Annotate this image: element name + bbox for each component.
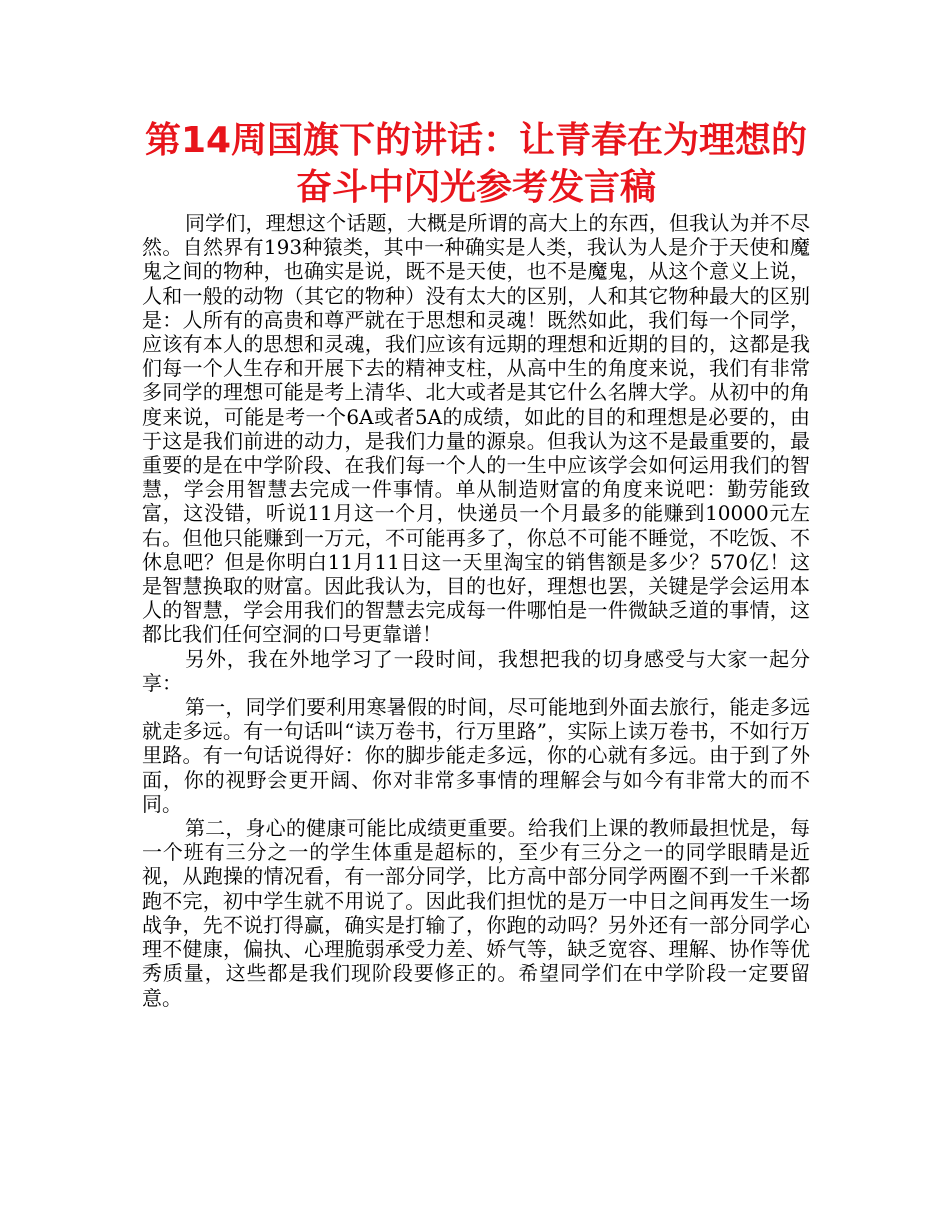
document-page [142,117,810,1010]
paragraph-ideals: 同学们，理想这个话题，大概是所谓的高大上的东西，但我认为并不尽然。自然界有193种猿类，其中一种确实是人类，我认为人是介于天使和魔鬼之间的物种，也确实是说，既不是天使，也不是魔鬼，从这个意义上说，人和一般的动物（其它的物种）没有太大的区别，人和其它物种最大的区别是：人所有的高贵和尊严就在于思想和灵魂！既然如此，我们每一个同学，应该有本人的思想和灵魂，我们应该有远期的理想和近期的目的，这都是我们每一个人生存和开展下去的精神支柱，从高中生的角度来说，我们有非常多同学的理想可能是考上清华、北大或者是其它什么名牌大学。从初中的角度来说，可能是考一个6A或者5A的成绩，如此的目的和理想是必要的，由于这是我们前进的动力，是我们力量的源泉。但我认为这不是最重要的，最重要的是在中学阶段、在我们每一个人的一生中应该学会如何运用我们的智慧，学会用智慧去完成一件事情。单从制造财富的角度来说吧：勤劳能致富，这没错，听说11月这一个月，快递员一个月最多的能赚到10000元左右。但他只能赚到一万元，不可能再多了，你总不可能不睡觉，不吃饭、不休息吧？但是你明白11月11日这一天里淘宝的销售额是多少？570亿！这是智慧换取的财富。因此我认为，目的也好，理想也罢，关键是学会运用本人的智慧，学会用我们的智慧去完成每一件哪怕是一件微缺乏道的事情，这都比我们任何空洞的口号更靠谱！ [142,211,810,647]
paragraph-sharing-intro: 另外，我在外地学习了一段时间，我想把我的切身感受与大家一起分享： [142,646,810,695]
paragraph-second-health: 第二，身心的健康可能比成绩更重要。给我们上课的教师最担忧是，每一个班有三分之一的学生体重是超标的，至少有三分之一的同学眼睛是近视，从跑操的情况看，有一部分同学，比方高中部分同学两圈不到一千米都跑不完，初中学生就不用说了。因此我们担忧的是万一中日之间再发生一场战争，先不说打得赢，确实是打输了，你跑的动吗？另外还有一部分同学心理不健康，偏执、心理脆弱承受力差、娇气等，缺乏宽容、理解、协作等优秀质量，这些都是我们现阶段要修正的。希望同学们在中学阶段一定要留意。 [142,816,810,1010]
document-body [142,211,810,1010]
paragraph-first-travel: 第一，同学们要利用寒暑假的时间，尽可能地到外面去旅行，能走多远就走多远。有一句话叫“读万卷书，行万里路”，实际上读万卷书，不如行万里路。有一句话说得好：你的脚步能走多远，你的心就有多远。由于到了外面，你的视野会更开阔、你对非常多事情的理解会与如今有非常大的而不同。 [142,695,810,816]
document-title: 第14周国旗下的讲话：让青春在为理想的奋斗中闪光参考发言稿 [144,120,808,208]
